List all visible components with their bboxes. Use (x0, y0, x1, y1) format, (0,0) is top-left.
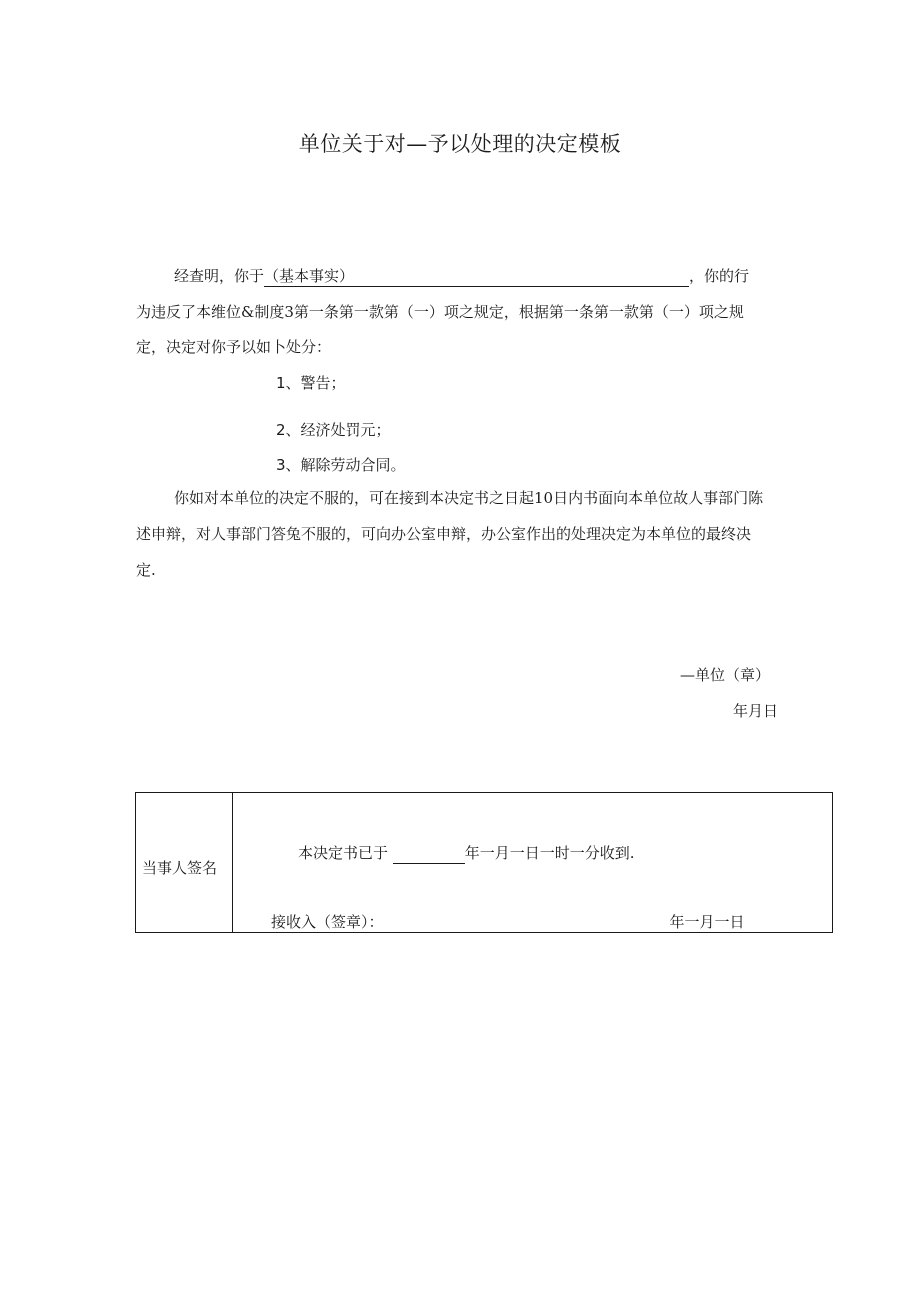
received-suffix: 年一月一日一时一分收到. (464, 844, 635, 862)
penalty-text: 、解除劳动合同。 (285, 456, 406, 474)
recipient-label: 接收入（签章）： (271, 913, 384, 931)
intro-line-2: 为违反了本维位&制度3第一条第一款第（一）项之规定，根据第一条第一款第（一）项之规 (136, 303, 744, 321)
penalty-number: 2 (276, 421, 286, 439)
page-title: 单位关于对—予以处理的决定模板 (298, 132, 622, 156)
received-year-blank[interactable] (393, 843, 465, 864)
appeal-line-1: 你如对本单位的决定不服的，可在接到本决定书之日起10日内书面向本单位故人事部门陈 (174, 489, 764, 507)
recipient-date: 年一月一日 (669, 913, 745, 931)
penalty-number: 1 (276, 374, 286, 392)
penalty-number: 3 (276, 456, 286, 474)
recipient-signature-blank[interactable] (384, 912, 670, 933)
penalty-text: 、经济处罚元； (285, 421, 391, 439)
received-prefix: 本决定书已于 (298, 844, 389, 862)
recipient-line (271, 912, 745, 933)
received-line (298, 843, 635, 864)
appeal-line-3: 定. (136, 561, 156, 579)
signature-date: 年月日 (733, 702, 779, 720)
intro-prefix: 经查明，你于 (174, 267, 265, 285)
penalty-item (276, 372, 346, 393)
intro-suffix: ，你的行 (689, 267, 750, 285)
penalty-text: 、警告； (285, 374, 346, 392)
fact-blank[interactable] (264, 266, 689, 287)
penalty-item (276, 419, 391, 440)
penalty-item (276, 454, 406, 475)
appeal-line-2: 述申辩，对人事部门答兔不服的，可向办公室申辩，办公室作出的处理决定为本单位的最终决 (136, 525, 752, 543)
intro-line-3: 定，决定对你予以如卜处分： (136, 338, 332, 356)
party-signature-label: 当事人签名 (142, 859, 218, 877)
intro-line-1 (174, 266, 749, 287)
fact-blank-hint: （基本事实） (264, 267, 355, 285)
unit-seal-line: —单位（章） (680, 666, 771, 684)
